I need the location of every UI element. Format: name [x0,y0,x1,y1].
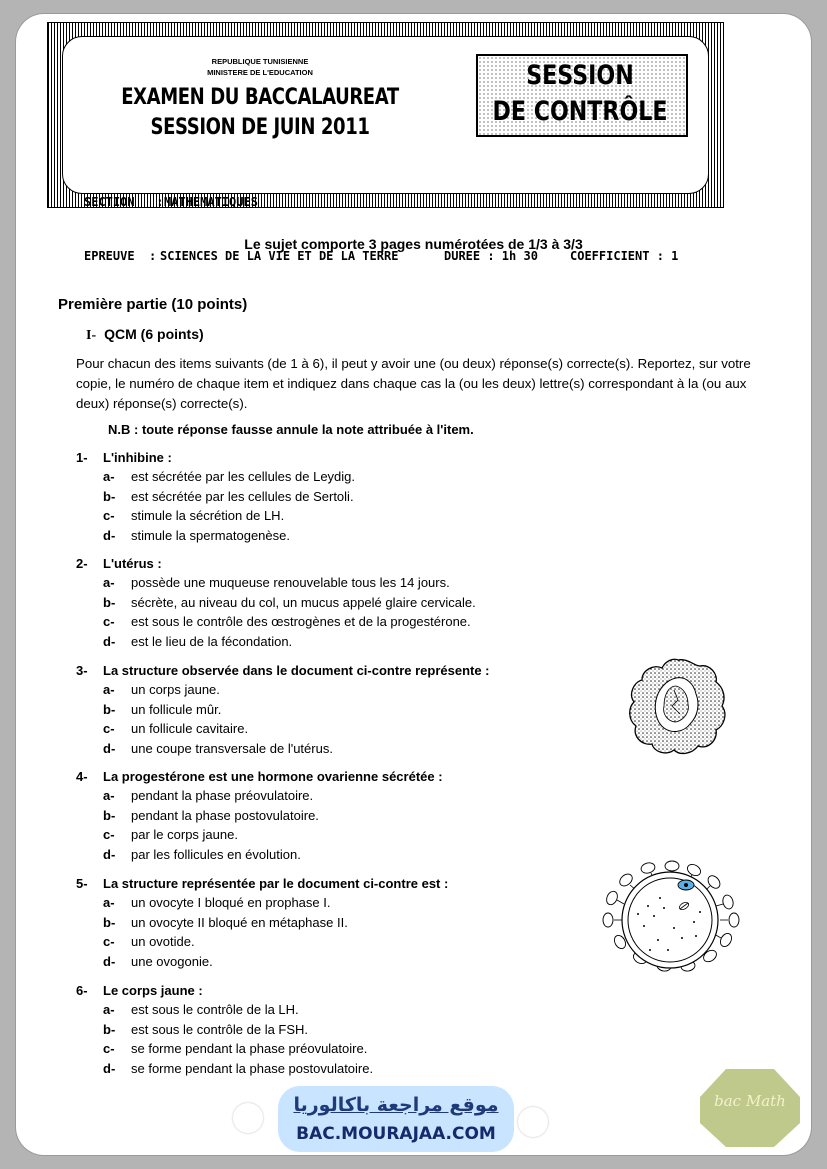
section-title-text: QCM (6 points) [104,326,204,342]
session-label-line2: DE CONTRÔLE [492,96,668,127]
site-url[interactable]: BAC.MOURAJAA.COM [296,1124,496,1144]
option-letter: b- [103,488,116,504]
option-letter: b- [103,594,116,610]
section-label: SECTION : [84,195,164,209]
ministry-label: MINISTERE DE L'EDUCATION [207,68,313,77]
option-text: est sous le contrôle de la FSH. [131,1021,309,1037]
duree-label: DUREE : 1h 30 [444,249,538,263]
option-letter: b- [103,701,116,717]
option-letter: a- [103,469,115,484]
option-letter: c- [103,827,115,842]
option-letter: c- [103,721,115,736]
subject-pages-note: Le sujet comporte 3 pages numérotées de 1/3 à 3/3 [244,236,583,252]
option-letter: b- [103,914,116,930]
option-letter: c- [103,614,115,629]
option-letter: b- [103,807,116,823]
option-letter: d- [103,527,116,543]
part-title: Première partie (10 points) [58,296,248,313]
question-number: 6- [76,983,88,998]
option-text: stimule la sécrétion de LH. [131,508,285,523]
option-text: une coupe transversale de l'utérus. [131,740,333,756]
nb-note: N.B : toute réponse fausse annule la note attribuée à l'item. [108,422,474,437]
option-text: un ovocyte II bloqué en métaphase II. [131,914,348,930]
epreuve-label: EPREUVE : [84,249,157,263]
exam-title-block [112,83,407,143]
section-title [86,326,204,344]
epreuve-value: SCIENCES DE LA VIE ET DE LA TERRE [160,249,399,263]
option-letter: a- [103,788,115,803]
question-title: L'inhibine : [103,450,172,465]
option-text: est sécrétée par les cellules de Sertoli. [131,488,354,504]
option-letter: a- [103,682,115,697]
question-title: La structure représentée par le document ci-contre est : [103,876,449,891]
option-letter: a- [103,1002,115,1017]
exam-title: EXAMEN DU BACCALAUREAT [121,85,399,110]
question-title: Le corps jaune : [103,983,203,998]
option-letter: d- [103,633,116,649]
follicle-section-figure [626,656,730,758]
site-logo-left [233,1103,263,1133]
section-value: MATHEMATIQUES [164,195,258,209]
session-label-line1: SESSION [526,60,634,91]
option-text: un follicule cavitaire. [131,721,249,736]
option-letter: d- [103,1060,116,1076]
exam-session: SESSION DE JUIN 2011 [150,115,370,140]
option-letter: b- [103,1021,116,1037]
option-text: est le lieu de la fécondation. [131,633,293,649]
option-letter: a- [103,575,115,590]
option-text: est sécrétée par les cellules de Leydig. [131,469,356,484]
option-text: par le corps jaune. [131,827,238,842]
question-title: La structure observée dans le document ci-contre représente : [103,663,490,678]
coefficient-label: COEFFICIENT : 1 [570,249,679,263]
option-text: un corps jaune. [131,682,220,697]
option-text: pendant la phase préovulatoire. [131,788,314,803]
option-text: pendant la phase postovulatoire. [131,807,319,823]
ministry-block [150,56,370,78]
option-letter: c- [103,1041,115,1056]
question-number: 3- [76,663,88,678]
section-roman: I- [86,328,97,343]
option-letter: d- [103,953,116,969]
question-number: 2- [76,556,88,571]
option-text: se forme pendant la phase préovulatoire. [131,1041,368,1056]
question-number: 4- [76,769,88,784]
option-letter: d- [103,846,116,862]
option-letter: d- [103,740,116,756]
option-text: se forme pendant la phase postovulatoire. [131,1060,374,1076]
option-text: stimule la spermatogenèse. [131,527,290,543]
option-letter: a- [103,895,115,910]
option-letter: c- [103,508,115,523]
option-text: un follicule mûr. [131,701,222,717]
option-text: une ovogonie. [131,953,213,969]
option-text: un ovocyte I bloqué en prophase I. [131,895,331,910]
republic-label: REPUBLIQUE TUNISIENNE [211,57,309,66]
option-text: possède une muqueuse renouvelable tous les 14 jours. [131,575,450,590]
session-label [487,58,674,130]
option-letter: c- [103,934,115,949]
instructions: Pour chacun des items suivants (de 1 à 6), il peut y avoir une (ou deux) réponse(s) correcte(s). Reportez, sur votre copie, le numéro de chaque item et indiquez dans chaque cas la (ou les deux) lettre(s) correspondant à la (ou aux deux) réponse(s) correcte(s). [76,356,751,411]
question-title: L'utérus : [103,556,162,571]
question-title: La progestérone est une hormone ovarienne sécrétée : [103,769,443,784]
option-text: par les follicules en évolution. [131,846,301,862]
option-text: un ovotide. [131,934,195,949]
bacmath-logo-text: bac Math [714,1092,786,1110]
option-text: est sous le contrôle de la LH. [131,1002,299,1017]
question-number: 1- [76,450,88,465]
question-number: 5- [76,876,88,891]
site-name-arabic-text: موقع مراجعة باكالوريا [293,1094,499,1116]
site-logo-right [518,1107,548,1137]
site-name-arabic[interactable] [278,1094,514,1116]
option-text: est sous le contrôle des œstrogènes et de la progestérone. [131,614,471,629]
ovocyte-figure [598,858,746,974]
option-text: sécrète, au niveau du col, un mucus appelé glaire cervicale. [131,594,476,610]
